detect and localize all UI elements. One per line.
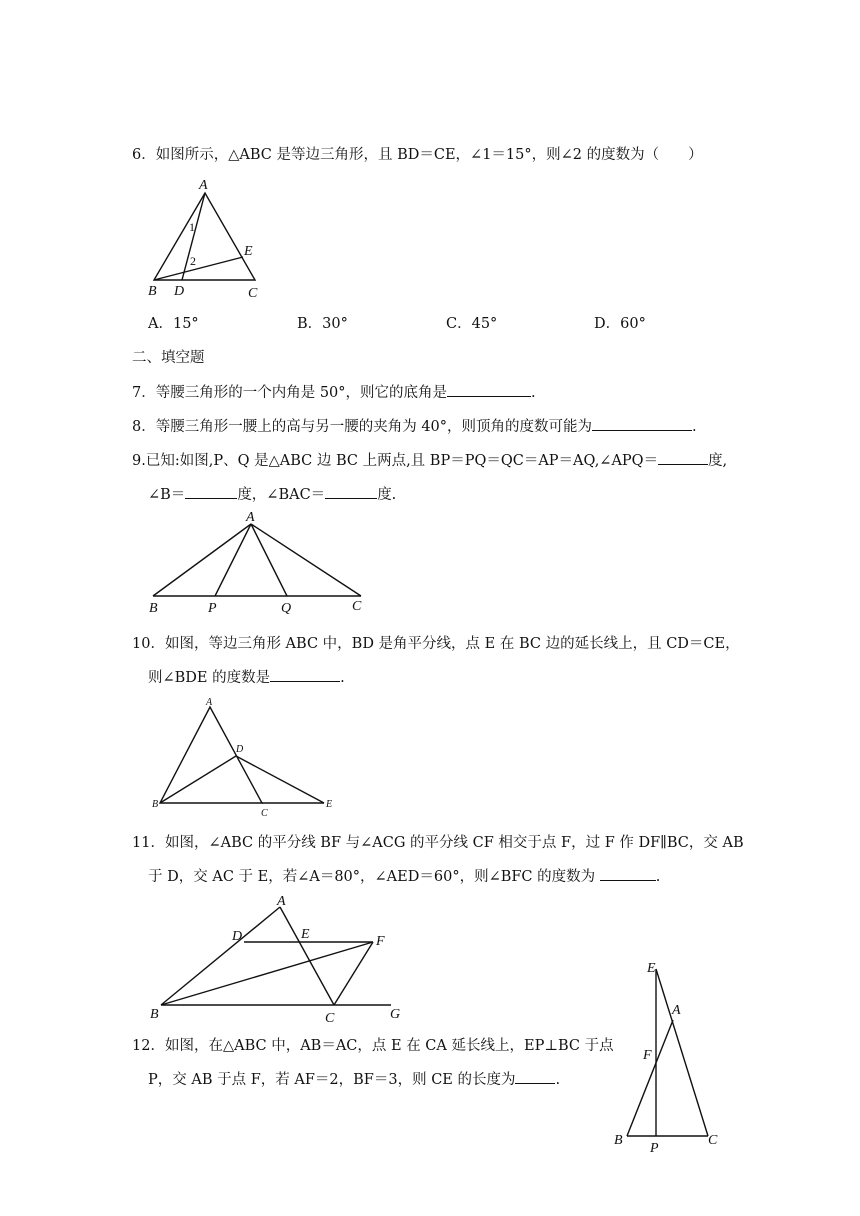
q6-label-b: B (148, 284, 157, 299)
q8-text: 8．等腰三角形一腰上的高与另一腰的夹角为 40°，则顶角的度数可能为 (132, 419, 593, 435)
q11-line1: 11．如图，∠ABC 的平分线 BF 与∠ACG 的平分线 CF 相交于点 F，过 F 作 DF∥BC，交 AB (132, 835, 744, 851)
q10-line1: 10．如图，等边三角形 ABC 中，BD 是角平分线，点 E 在 BC 边的延长线上，且 CD＝CE， (132, 636, 740, 652)
q9-label-b: B (149, 601, 158, 616)
q6-option-b: B．30° (297, 316, 348, 332)
q11-tail: . (655, 869, 661, 885)
q11-label-d: D (232, 929, 243, 944)
q12-label-f: F (643, 1048, 652, 1063)
q10-answer-blank[interactable] (270, 667, 340, 682)
q10-label-b: B (152, 799, 159, 810)
q9-label-p: P (208, 601, 217, 616)
q9-segment-ap (215, 524, 251, 596)
q11-text-2a: 于 D，交 AC 于 E，若∠A＝80°，∠AED＝60°，则∠BFC 的度数为 (148, 869, 596, 885)
q6-label-a: A (199, 178, 208, 193)
q8-tail: . (692, 419, 697, 435)
q8-answer-blank[interactable] (592, 416, 692, 431)
q10-tail: . (340, 670, 345, 686)
q9-blank-apq[interactable] (658, 450, 708, 465)
q6-angle-1: 1 (189, 220, 195, 234)
q9-text-1b: 度, (708, 453, 728, 469)
q7-answer-blank[interactable] (447, 382, 531, 397)
q11-label-b: B (150, 1007, 159, 1022)
q9-line1 (132, 450, 727, 471)
q12-segment-ce (656, 969, 708, 1136)
q12-segment-ab (627, 1020, 673, 1136)
q8-line (132, 416, 697, 437)
q10-figure (150, 696, 340, 818)
q6-figure (140, 175, 280, 305)
q12-label-a: A (672, 1003, 681, 1018)
q9-figure (145, 512, 385, 622)
q9-text-2c: 度. (377, 487, 397, 503)
q9-text-1a: 9.已知:如图,P、Q 是△ABC 边 BC 上两点,且 BP＝PQ＝QC＝AP＝AQ,∠APQ＝ (132, 453, 659, 469)
q11-label-e: E (301, 927, 310, 942)
q12-line2 (148, 1069, 560, 1090)
q6-angle-2: 2 (190, 254, 196, 268)
q12-label-c: C (708, 1133, 718, 1148)
q12-label-e: E (647, 961, 656, 976)
q7-tail: . (531, 385, 536, 401)
q9-line2 (148, 484, 396, 505)
q11-figure (145, 893, 415, 1028)
q10-label-c: C (261, 808, 268, 819)
q7-text: 7．等腰三角形的一个内角是 50°，则它的底角是 (132, 385, 448, 401)
q11-segment-bf (161, 942, 373, 1005)
q6-segment-be (154, 257, 243, 280)
q6-label-e: E (244, 244, 253, 259)
q12-answer-blank[interactable] (515, 1069, 555, 1084)
q10-text-2a: 则∠BDE 的度数是 (148, 670, 271, 686)
q10-label-d: D (236, 744, 244, 755)
q11-label-g: G (390, 1007, 401, 1022)
q9-text-2b: 度，∠BAC＝ (237, 487, 326, 503)
q12-label-p: P (650, 1141, 659, 1156)
q12-label-b: B (614, 1133, 623, 1148)
q11-line2 (148, 866, 660, 887)
q12-line1: 12．如图，在△ABC 中，AB＝AC，点 E 在 CA 延长线上，EP⊥BC 于点 (132, 1038, 614, 1054)
q12-figure (610, 955, 730, 1160)
q9-blank-b[interactable] (185, 484, 237, 499)
q9-blank-bac[interactable] (325, 484, 377, 499)
q10-label-a: A (206, 697, 213, 708)
q6-option-a: A．15° (148, 316, 199, 332)
q9-segment-ab (153, 524, 251, 596)
q10-segment-bd (160, 756, 236, 803)
q11-segment-ab (161, 907, 280, 1005)
q6-label-c: C (248, 286, 258, 301)
q9-segment-aq (251, 524, 287, 596)
q9-label-c: C (352, 599, 362, 614)
q6-text: 6．如图所示，△ABC 是等边三角形，且 BD＝CE，∠1＝15°，则∠2 的度数为（ ） (132, 147, 703, 163)
q6-option-c: C．45° (446, 316, 498, 332)
q11-answer-blank[interactable] (600, 866, 656, 881)
q9-segment-ac (251, 524, 361, 596)
q10-triangle-abc (160, 707, 262, 803)
q9-label-a: A (246, 510, 255, 525)
q12-tail: . (555, 1072, 561, 1088)
q11-label-c: C (325, 1011, 335, 1026)
q9-label-q: Q (281, 601, 292, 616)
q11-label-a: A (277, 894, 286, 909)
q10-label-e: E (326, 799, 333, 810)
q11-label-f: F (376, 934, 385, 949)
q9-text-2a: ∠B＝ (148, 487, 186, 503)
q10-line2 (148, 667, 345, 688)
q6-option-d: D．60° (594, 316, 646, 332)
q12-text-2a: P，交 AB 于点 F，若 AF＝2，BF＝3，则 CE 的长度为 (148, 1072, 516, 1088)
q7-line (132, 382, 536, 403)
section-heading: 二、填空题 (132, 350, 205, 366)
q6-label-d: D (174, 284, 185, 299)
